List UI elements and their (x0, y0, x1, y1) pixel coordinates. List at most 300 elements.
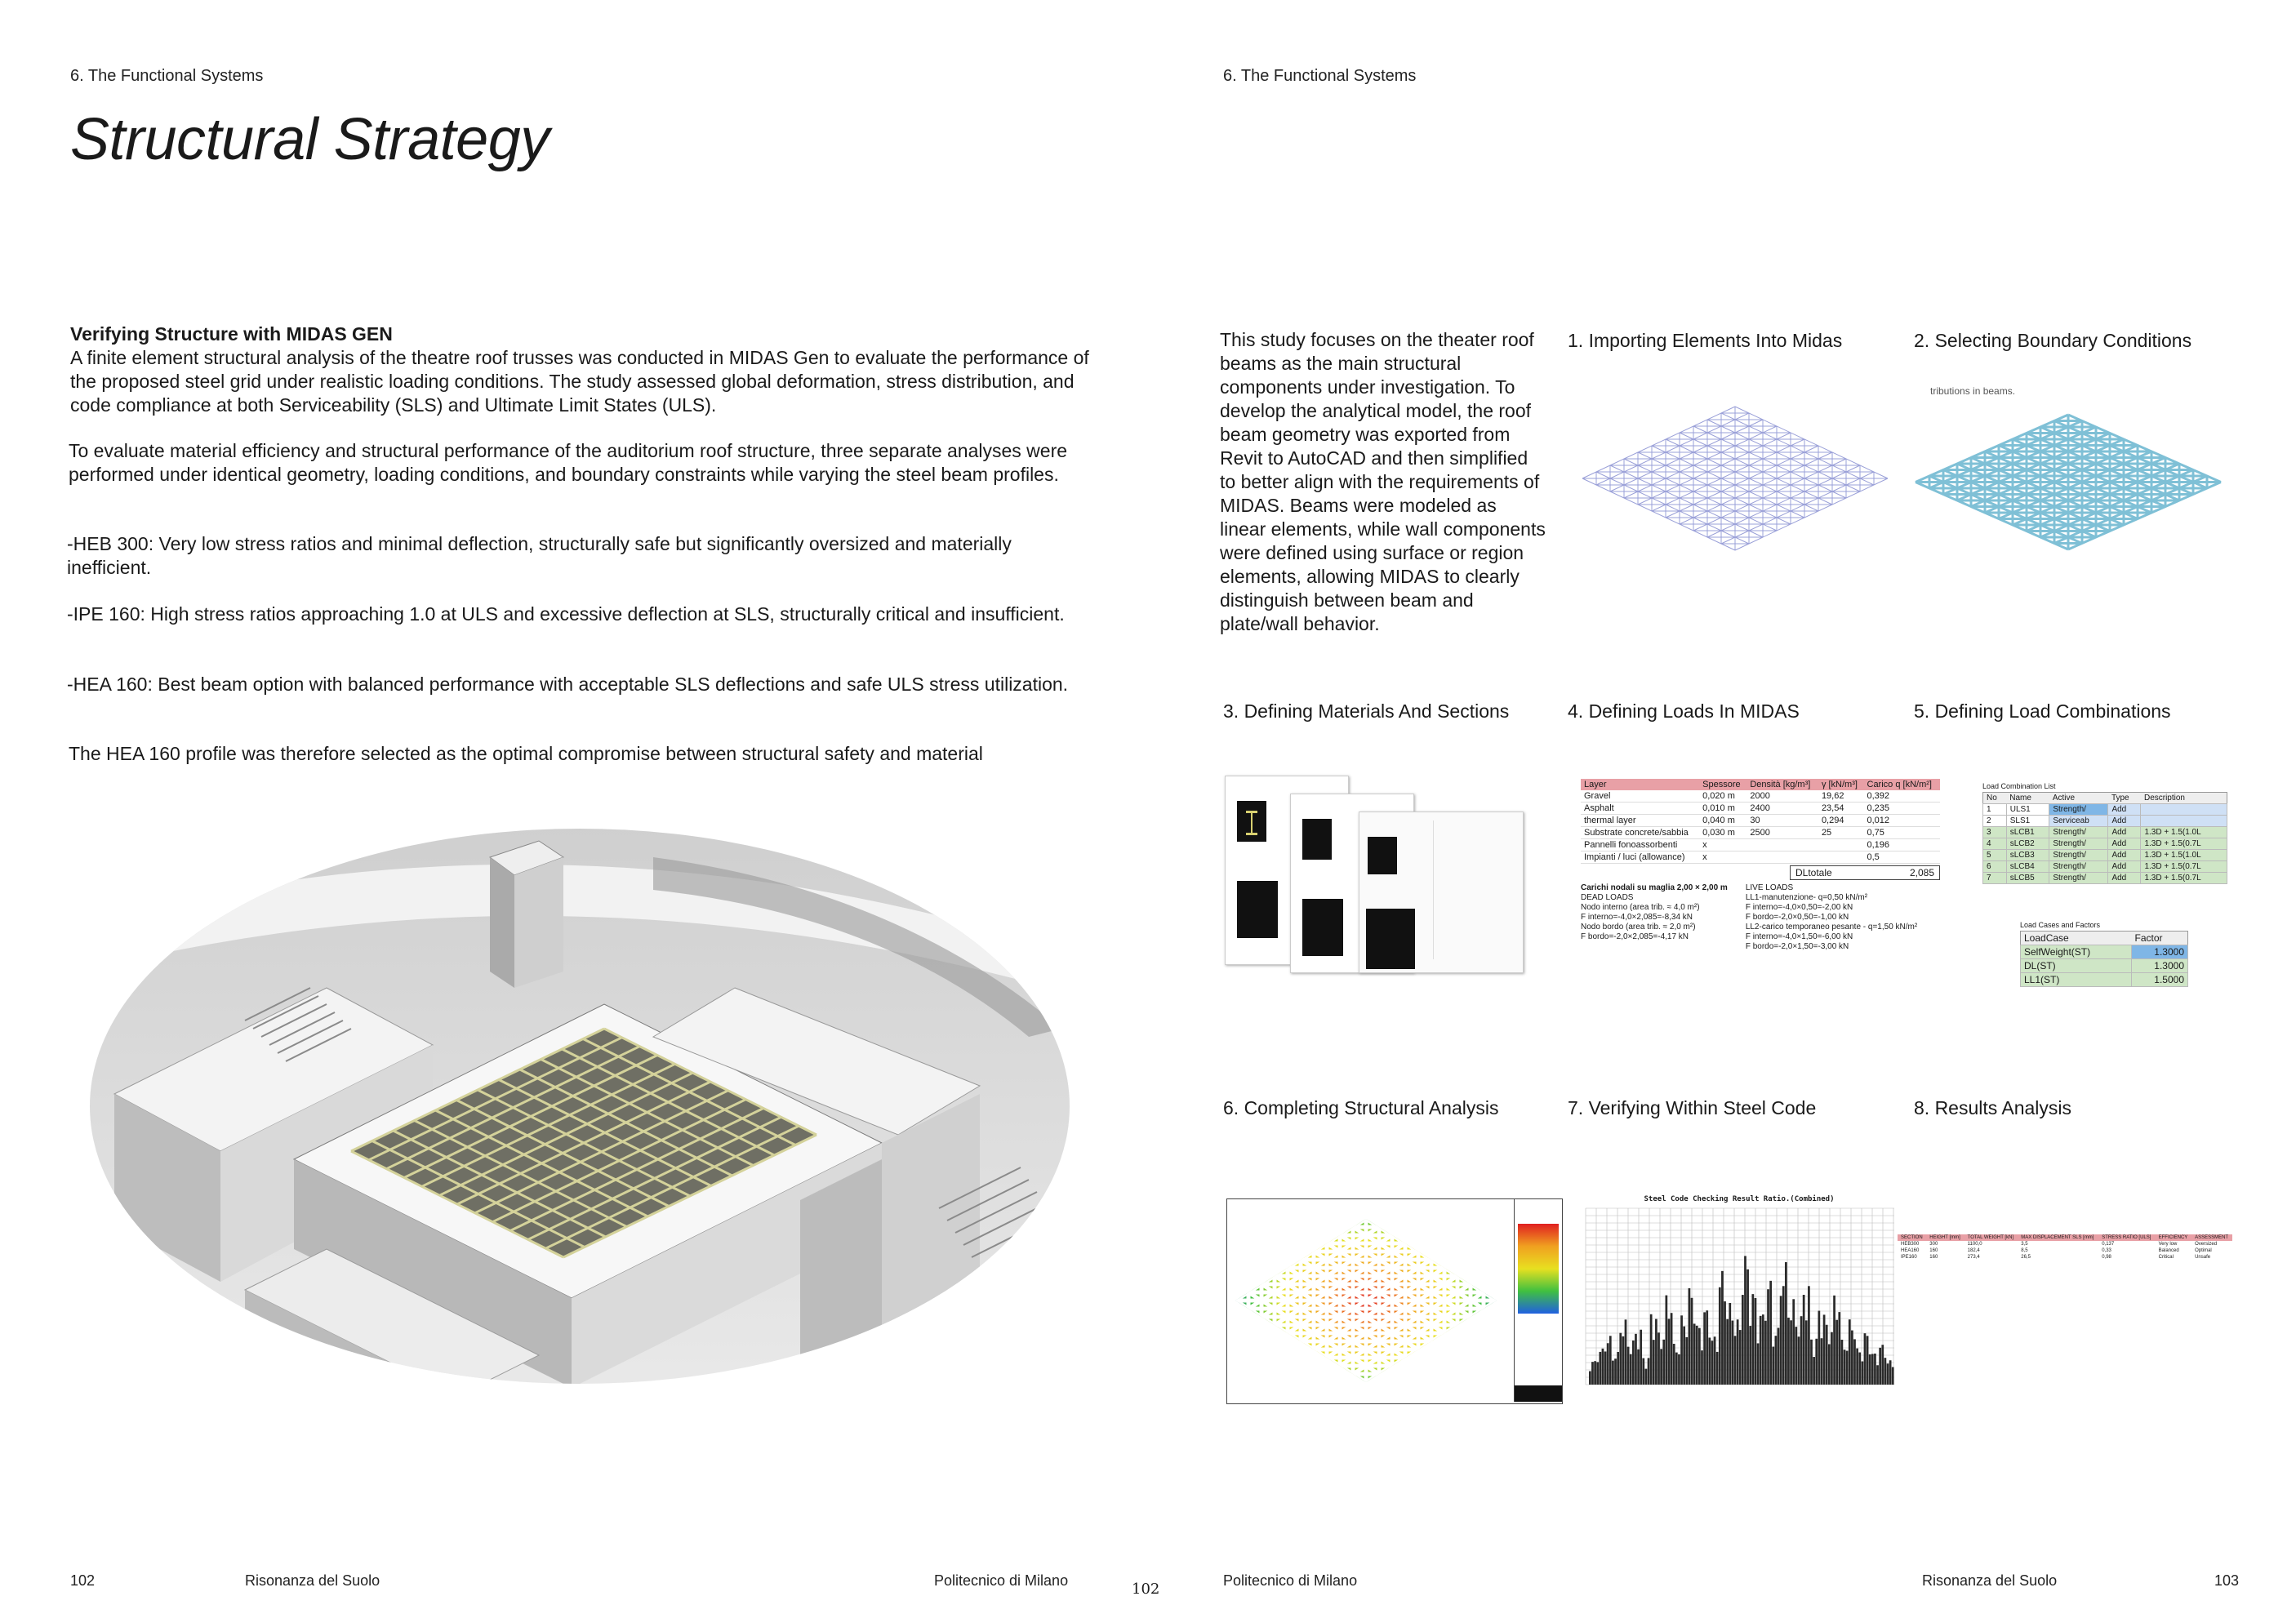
ratio-bar (1778, 1327, 1780, 1385)
dead-load-total-label: DLtotale (1795, 867, 1832, 878)
table-row (1898, 1247, 2232, 1254)
gutter-page-mark: 102 (1132, 1581, 1160, 1598)
body-paragraph-conclusion: The HEA 160 profile was therefore selected as the optimal compromise between structural safety and material (69, 743, 983, 764)
table-header-cell: Densità [kg/m³] (1750, 780, 1811, 789)
grid-member (1666, 446, 1818, 518)
table-header-cell: Description (2143, 794, 2185, 803)
grid-member (1680, 452, 1832, 524)
ratio-bar (1637, 1350, 1640, 1385)
table-row (1898, 1241, 2232, 1247)
table-cell: 1.3D + 1.5(0.7L (2141, 861, 2227, 873)
table-cell (1818, 852, 1864, 864)
table-cell: sLCB5 (2006, 873, 2049, 884)
table-cell (2141, 804, 2227, 816)
table-cell: 3 (1983, 827, 2007, 838)
running-head-left: 6. The Functional Systems (70, 67, 264, 85)
ratio-bar (1594, 1361, 1596, 1385)
grid-member (1624, 459, 1777, 531)
table-cell: 0,98 (2102, 1255, 2111, 1260)
step-caption-4: 4. Defining Loads In MIDAS (1568, 700, 1800, 722)
table-header-cell: γ [kN/m³] (1821, 780, 1858, 789)
table-header-cell: MAX DISPLACEMENT SLS [mm] (2021, 1235, 2094, 1240)
ratio-bar (1884, 1358, 1887, 1385)
ratio-bar (1864, 1333, 1867, 1385)
table-cell (2141, 816, 2227, 827)
table-cell: 1.3D + 1.5(0.7L (2141, 838, 2227, 850)
i-section-icon (1237, 801, 1266, 842)
table-cell: Optimal (2195, 1248, 2212, 1253)
table-row (1898, 1254, 2232, 1261)
table-header-cell: Active (2052, 794, 2076, 803)
ratio-bar (1826, 1325, 1828, 1385)
i-section-icon (1302, 819, 1332, 860)
footer-institution-right: Politecnico di Milano (1223, 1572, 1358, 1589)
ratio-bar (1810, 1340, 1813, 1385)
table-cell: 6 (1983, 861, 2007, 873)
step-caption-5: 5. Defining Load Combinations (1914, 700, 2171, 722)
table-cell: 4 (1983, 838, 2007, 850)
ratio-bar (1861, 1362, 1863, 1385)
body-paragraph-hea160: -HEA 160: Best beam option with balanced performance with acceptable SLS deflections and safe ULS stress utilization. (67, 674, 1069, 695)
load-note-line: F bordo=-2,0×2,085=-4,17 kN (1581, 932, 1689, 941)
table-row (1983, 827, 2227, 838)
table-cell: Gravel (1581, 790, 1699, 803)
table-cell: 0,294 (1818, 815, 1864, 827)
code-check-title: Steel Code Checking Result Ratio.(Combined) (1644, 1195, 1835, 1203)
table-cell: ULS1 (2006, 804, 2049, 816)
table-cell: Add (2108, 873, 2141, 884)
ratio-bar (1798, 1336, 1800, 1385)
table-cell: 0,010 m (1699, 803, 1746, 815)
table-cell: 3,5 (2021, 1242, 2028, 1247)
grid-member (1596, 413, 1749, 485)
ratio-bar (1780, 1296, 1782, 1385)
ratio-bar (1782, 1286, 1785, 1385)
ratio-bar (1742, 1295, 1744, 1385)
table-row (1983, 838, 2227, 850)
results-analysis-table (1898, 1234, 2232, 1261)
ratio-bar (1746, 1269, 1749, 1385)
ratio-bar (1604, 1351, 1607, 1385)
table-cell: 1.3000 (2132, 959, 2188, 973)
ratio-bar (1691, 1298, 1693, 1385)
ratio-bar (1821, 1338, 1823, 1385)
table-cell: 1.3D + 1.5(0.7L (2141, 873, 2227, 884)
table-cell: 1.5000 (2132, 973, 2188, 987)
ratio-bar (1662, 1340, 1665, 1385)
dead-load-total-value: 2,085 (1909, 867, 1934, 878)
ratio-bar (1668, 1319, 1671, 1385)
table-cell: HEA160 (1901, 1248, 1920, 1253)
table-cell: 1.3D + 1.5(1.0L (2141, 827, 2227, 838)
ratio-bar (1739, 1330, 1742, 1385)
ratio-bar (1803, 1295, 1805, 1385)
ratio-bar (1666, 1296, 1668, 1385)
grid-member (1666, 439, 1818, 511)
ratio-bar (1673, 1344, 1675, 1385)
ratio-bar (1696, 1326, 1698, 1385)
ratio-bar (1607, 1343, 1609, 1385)
ratio-bar (1640, 1330, 1642, 1385)
ratio-bar (1808, 1286, 1810, 1385)
ratio-bar (1867, 1336, 1869, 1385)
table-cell: DL(ST) (2021, 959, 2132, 973)
load-factors-title: Load Cases and Factors (2020, 921, 2101, 929)
grid-member (1582, 478, 1735, 550)
ratio-bar (1706, 1310, 1708, 1385)
table-header-cell: HEIGHT [mm] (1929, 1235, 1960, 1240)
table-cell: thermal layer (1581, 815, 1699, 827)
load-combination-list (1982, 782, 2229, 884)
table-cell: SelfWeight(ST) (2021, 945, 2132, 959)
load-note-line: F interno=-4,0×1,50=-6,00 kN (1745, 932, 1853, 941)
grid-member (1652, 439, 1804, 511)
ratio-bar (1678, 1354, 1680, 1385)
ratio-bar (1881, 1345, 1884, 1385)
ratio-bar (1645, 1369, 1648, 1385)
ratio-bar (1790, 1320, 1792, 1385)
table-cell: 1100,0 (1967, 1242, 1982, 1247)
table-cell: 0,392 (1864, 790, 1941, 803)
ratio-bar (1617, 1352, 1619, 1385)
ratio-bar (1844, 1350, 1846, 1385)
ratio-bar (1772, 1347, 1774, 1385)
table-cell: LL1(ST) (2021, 973, 2132, 987)
ratio-bar (1874, 1354, 1876, 1385)
boundary-conditions-model (1901, 408, 2236, 563)
grid-member (1707, 465, 1860, 537)
ratio-bar (1823, 1314, 1826, 1385)
ratio-bar (1708, 1337, 1711, 1385)
table-cell: 0,5 (1864, 852, 1941, 864)
table-cell (1746, 839, 1818, 852)
step-caption-3: 3. Defining Materials And Sections (1223, 700, 1510, 722)
table-cell: 0,33 (2102, 1248, 2111, 1253)
dead-load-total (1790, 865, 1940, 880)
table-row (1581, 827, 1940, 839)
ratio-bar (1693, 1323, 1696, 1385)
steel-code-check-chart (1576, 1195, 1902, 1401)
table-cell: Strength/ (2049, 861, 2108, 873)
grid-member (1707, 420, 1860, 491)
load-note-line: Nodo bordo (area trib. ≈ 2,0 m²) (1581, 923, 1696, 932)
table-cell: 0,196 (1864, 839, 1941, 852)
table-cell: 0,235 (1864, 803, 1941, 815)
ratio-bar (1835, 1320, 1838, 1385)
grid-member (1610, 420, 1763, 491)
page-title: Structural Strategy (70, 107, 550, 172)
ratio-bar (1760, 1316, 1762, 1385)
table-cell: 1.3D + 1.5(1.0L (2141, 850, 2227, 861)
ratio-bar (1642, 1358, 1644, 1385)
ratio-bar (1785, 1262, 1787, 1385)
ratio-bar (1769, 1281, 1772, 1385)
ratio-bar (1622, 1336, 1625, 1385)
ratio-bar (1762, 1314, 1764, 1385)
grid-member (1735, 478, 1888, 550)
table-header-cell: STRESS RATIO [ULS] (2102, 1235, 2151, 1240)
ratio-bar (1849, 1319, 1851, 1385)
table-cell: Oversized (2195, 1242, 2218, 1247)
ratio-bar (1703, 1312, 1706, 1385)
ratio-bar (1650, 1314, 1653, 1385)
table-header-cell: LoadCase (2024, 932, 2069, 944)
table-row (1581, 803, 1940, 815)
i-section-large-icon (1366, 909, 1415, 969)
ratio-bar (1751, 1294, 1754, 1385)
table-row (1983, 861, 2227, 873)
table-cell: Add (2108, 838, 2141, 850)
ratio-bar (1711, 1341, 1714, 1385)
ratio-bar (1716, 1352, 1719, 1385)
table-row (1983, 816, 2227, 827)
ratio-bar (1876, 1365, 1879, 1385)
ratio-bar (1596, 1362, 1599, 1385)
running-head-right: 6. The Functional Systems (1223, 67, 1417, 85)
step-caption-2: 2. Selecting Boundary Conditions (1914, 330, 2192, 351)
table-cell: 2400 (1746, 803, 1818, 815)
ratio-bar (1701, 1350, 1703, 1385)
ratio-bar (1726, 1319, 1729, 1385)
ratio-bar (1892, 1367, 1894, 1385)
footer-institution-left: Politecnico di Milano (934, 1572, 1069, 1589)
table-cell: 2 (1983, 816, 2007, 827)
table-cell: Impianti / luci (allowance) (1581, 852, 1699, 864)
table-cell: 1.3000 (2132, 945, 2188, 959)
grid-member (1638, 433, 1791, 505)
load-note-line: LL2-carico temporaneo pesante - q=1,50 kN/m² (1745, 923, 1918, 932)
table-cell: Strength/ (2049, 804, 2108, 816)
live-load-notes (1746, 883, 1917, 952)
contour-legend-bar (1518, 1224, 1559, 1314)
ratio-bar (1619, 1333, 1622, 1385)
table-cell: HEB300 (1901, 1242, 1920, 1247)
table-cell: Add (2108, 816, 2141, 827)
load-note-line: Carichi nodali su maglia 2,00 × 2,00 m (1581, 883, 1728, 892)
table-header-cell: SECTION (1901, 1235, 1923, 1240)
table-cell: 30 (1746, 815, 1818, 827)
ratio-bar (1755, 1298, 1757, 1385)
step-caption-8: 8. Results Analysis (1914, 1097, 2072, 1118)
table-cell: 25 (1818, 827, 1864, 839)
ratio-bar (1591, 1362, 1594, 1385)
ratio-bar (1683, 1327, 1685, 1385)
table-cell: x (1699, 852, 1746, 864)
table-row (1581, 839, 1940, 852)
load-note-line: F interno=-4,0×0,50=-2,00 kN (1745, 903, 1853, 912)
table-cell: IPE160 (1901, 1255, 1917, 1260)
ratio-bar (1734, 1336, 1737, 1385)
ratio-bar (1815, 1339, 1818, 1385)
table-cell: Add (2108, 861, 2141, 873)
table-cell: 160 (1929, 1248, 1938, 1253)
load-note-line: DEAD LOADS (1581, 893, 1634, 902)
table-cell: sLCB3 (2006, 850, 2049, 861)
ratio-bar (1869, 1354, 1871, 1385)
table-row (2021, 973, 2188, 987)
step-caption-6: 6. Completing Structural Analysis (1223, 1097, 1499, 1118)
load-note-line: LL1-manutenzione- q=0,50 kN/m² (1745, 893, 1868, 902)
table-row (1581, 852, 1940, 864)
table-cell: Strength/ (2049, 838, 2108, 850)
table-cell: sLCB2 (2006, 838, 2049, 850)
grid-member (1721, 472, 1874, 544)
load-note-line: F bordo=-2,0×1,50=-3,00 kN (1745, 942, 1849, 951)
table-cell: 23,54 (1818, 803, 1864, 815)
ratio-bar (1818, 1311, 1821, 1385)
body-paragraph-heb300: -HEB 300: Very low stress ratios and minimal deflection, structurally safe but significantly oversized and materially inefficient. (67, 533, 1012, 578)
table-cell: sLCB1 (2006, 827, 2049, 838)
ratio-bar (1589, 1372, 1591, 1385)
table-cell (1746, 852, 1818, 864)
ratio-bar (1871, 1354, 1874, 1385)
table-cell: 2500 (1746, 827, 1818, 839)
grid-member (1652, 446, 1804, 518)
ratio-bar (1729, 1303, 1731, 1385)
table-cell: Strength/ (2049, 873, 2108, 884)
footer-project-left: Risonanza del Suolo (245, 1572, 380, 1589)
legend-footer (1515, 1385, 1562, 1402)
table-header-cell: Spessore (1702, 780, 1741, 789)
table-cell: Balanced (2158, 1248, 2179, 1253)
footer-project-right: Risonanza del Suolo (1922, 1572, 2058, 1589)
table-cell: 8,5 (2021, 1248, 2028, 1253)
table-header-cell: TOTAL WEIGHT [kN] (1967, 1235, 2014, 1240)
grid-member (1638, 452, 1791, 524)
table-cell: Very low (2158, 1242, 2178, 1247)
table-cell: 7 (1983, 873, 2007, 884)
dead-load-notes (1581, 883, 1728, 952)
load-cases-factors (2020, 921, 2191, 987)
step-caption-1: 1. Importing Elements Into Midas (1568, 330, 1843, 351)
ratio-bar (1635, 1334, 1637, 1385)
ratio-bar (1764, 1321, 1767, 1385)
table-header-cell: Name (2009, 794, 2031, 803)
table-row (1983, 804, 2227, 816)
table-row (2021, 945, 2188, 959)
ratio-bar (1887, 1363, 1889, 1385)
ratio-bar (1757, 1343, 1760, 1385)
table-cell: 26,5 (2021, 1255, 2031, 1260)
section-properties-list (1433, 820, 1515, 959)
ratio-bar (1767, 1289, 1769, 1385)
ratio-bar (1805, 1320, 1808, 1385)
table-cell: 273,4 (1967, 1255, 1980, 1260)
body-paragraph-ipe160: -IPE 160: High stress ratios approaching 1.0 at ULS and excessive deflection at SLS, structurally critical and insufficient. (67, 603, 1065, 625)
table-cell: Pannelli fonoassorbenti (1581, 839, 1699, 852)
table-header-cell: Carico q [kN/m²] (1867, 780, 1932, 789)
table-cell: sLCB4 (2006, 861, 2049, 873)
structural-analysis-result (1226, 1198, 1563, 1404)
i-section-large-icon (1302, 899, 1343, 956)
ratio-bar (1721, 1271, 1724, 1385)
ratio-bar (1685, 1337, 1688, 1385)
ratio-bar (1775, 1336, 1778, 1385)
ratio-bar (1680, 1315, 1683, 1385)
combo-list-title: Load Combination List (1982, 782, 2056, 790)
page-number-right: 103 (2214, 1572, 2240, 1589)
table-cell: 0,040 m (1699, 815, 1746, 827)
ratio-bar (1828, 1344, 1831, 1385)
ratio-bar (1719, 1287, 1721, 1385)
page-number-left: 102 (70, 1572, 96, 1589)
grid-member (1582, 407, 1735, 478)
table-cell: Add (2108, 827, 2141, 838)
grid-member (1624, 426, 1777, 498)
ratio-bar (1853, 1339, 1856, 1385)
body-paragraph-2: To evaluate material efficiency and structural performance of the auditorium roof structure, three separate analyses were performed under identical geometry, loading conditions, and boundary constraints while varying the steel beam profiles. (69, 440, 1068, 485)
ratio-bar (1609, 1336, 1612, 1385)
table-row (1983, 850, 2227, 861)
table-cell: SLS1 (2006, 816, 2049, 827)
ratio-bar (1889, 1360, 1892, 1385)
table-cell: 0,137 (2102, 1242, 2115, 1247)
ratio-bar (1846, 1351, 1849, 1385)
body-paragraph-1: A finite element structural analysis of the theatre roof trusses was conducted in MIDAS Gen to evaluate the performance of the proposed steel grid under realistic loading conditions. The study assessed global deformation, stress distribution, and code compliance at both Serviceability (SLS) and Ultimate Limit States (ULS). (70, 347, 1089, 416)
table-cell: 0,030 m (1699, 827, 1746, 839)
table-cell: Asphalt (1581, 803, 1699, 815)
table-cell: 0,75 (1864, 827, 1941, 839)
ratio-bar (1689, 1288, 1691, 1385)
ratio-bar (1858, 1353, 1861, 1385)
load-note-line: F bordo=-2,0×0,50=-1,00 kN (1745, 913, 1849, 922)
section-lead: Verifying Structure with MIDAS GEN (70, 323, 393, 345)
ratio-bar (1675, 1353, 1678, 1385)
table-cell (1818, 839, 1864, 852)
stress-contour-model (1227, 1199, 1505, 1402)
ratio-bar (1795, 1327, 1797, 1385)
section-dialog-3 (1359, 812, 1524, 973)
table-cell: Substrate concrete/sabbia (1581, 827, 1699, 839)
table-header-cell: EFFICIENCY (2158, 1235, 2188, 1240)
ratio-bar (1602, 1349, 1604, 1385)
ratio-bar (1831, 1332, 1833, 1385)
table-cell: Critical (2158, 1255, 2174, 1260)
table-row (1983, 873, 2227, 884)
intro-paragraph: This study focuses on the theater roof beams as the main structural components under investigation. To develop the analytical model, the roof beam geometry was exported from Revit to AutoCAD and then simplified to better align with the requirements of MIDAS. Beams were modeled as linear elements, while wall components were defined using surface or region elements, allowing MIDAS to clearly distinguish between beam and plate/wall behavior. (1220, 329, 1546, 634)
grid-member (1610, 465, 1763, 537)
table-cell: Strength/ (2049, 827, 2108, 838)
midas-wireframe-model (1568, 400, 1902, 563)
grid-member (1721, 413, 1874, 485)
table-cell: Strength/ (2049, 850, 2108, 861)
dead-loads-table (1581, 779, 1940, 952)
table-cell: Add (2108, 804, 2141, 816)
table-cell: 300 (1929, 1242, 1938, 1247)
ratio-bar (1698, 1328, 1701, 1385)
step-caption-7: 7. Verifying Within Steel Code (1568, 1097, 1817, 1118)
table-cell: Serviceab (2049, 816, 2108, 827)
ratio-bar (1841, 1340, 1844, 1385)
table-header-cell: Layer (1584, 780, 1607, 789)
table-header-cell: Factor (2134, 932, 2163, 944)
ratio-bar (1657, 1332, 1660, 1385)
load-note-line: F interno=-4,0×2,085=-8,34 kN (1581, 913, 1693, 922)
ratio-bar (1792, 1299, 1795, 1385)
i-section-icon (1368, 837, 1397, 874)
table-cell: 5 (1983, 850, 2007, 861)
table-row (2021, 959, 2188, 973)
ratio-bar (1612, 1361, 1614, 1385)
ratio-bar (1856, 1349, 1858, 1385)
ratio-bar (1632, 1341, 1635, 1385)
ratio-bar (1724, 1301, 1726, 1385)
i-section-large-icon (1237, 881, 1278, 938)
grid-member (1735, 407, 1888, 478)
table-cell: 2000 (1746, 790, 1818, 803)
table-header-cell: ASSESSMENT (2195, 1235, 2229, 1240)
ratio-bar (1660, 1349, 1662, 1385)
